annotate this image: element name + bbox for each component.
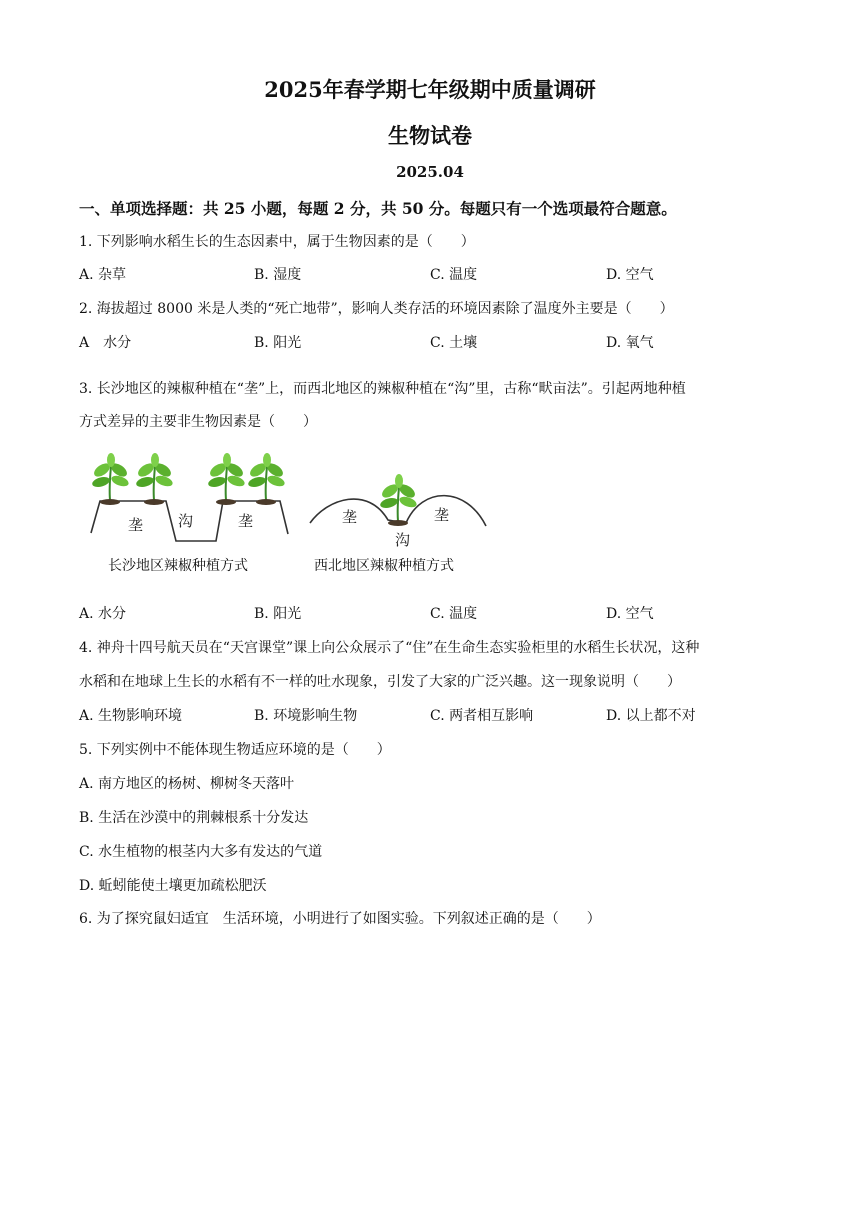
exam-title: 2025年春学期七年级期中质量调研 xyxy=(264,77,596,102)
question-4-stem-line-1: 4. 神舟十四号航天员在“天宫课堂”课上向公众展示了“住”在生命生态实验柜里的水稻生长状况，这种 xyxy=(79,640,700,656)
question-2-option-c: C. 土壤 xyxy=(430,335,478,351)
question-3-stem-line-2: 方式差异的主要非生物因素是（ ） xyxy=(79,414,317,430)
question-1-option-a: A. 杂草 xyxy=(79,267,127,283)
figure-caption-left: 长沙地区辣椒种植方式 xyxy=(108,558,248,574)
question-3-option-c: C. 温度 xyxy=(430,606,478,622)
question-3-option-a: A. 水分 xyxy=(79,606,127,622)
right-ridge-label-2: 垄 xyxy=(434,506,450,524)
question-1-stem: 1. 下列影响水稻生长的生态因素中，属于生物因素的是（ ） xyxy=(79,234,475,250)
figure-caption-right: 西北地区辣椒种植方式 xyxy=(314,558,454,574)
question-5-option-d: D. 蚯蚓能使土壤更加疏松肥沃 xyxy=(79,878,267,894)
exam-subtitle: 生物试卷 xyxy=(388,123,472,148)
question-4-option-c: C. 两者相互影响 xyxy=(430,708,534,724)
section-heading: 一、单项选择题：共 25 小题，每题 2 分，共 50 分。每题只有一个选项最符合题意。 xyxy=(79,199,677,218)
right-ridge-label-1: 垄 xyxy=(342,508,358,526)
question-3-option-b: B. 阳光 xyxy=(254,606,302,622)
question-2-option-a: A 水分 xyxy=(79,335,132,351)
right-furrow-label: 沟 xyxy=(395,531,411,549)
question-3-option-d: D. 空气 xyxy=(606,606,654,622)
question-5-option-b: B. 生活在沙漠中的荆棘根系十分发达 xyxy=(79,810,309,826)
question-1-option-b: B. 湿度 xyxy=(254,267,302,283)
left-furrow-label: 沟 xyxy=(178,512,194,530)
left-ridge-label-2: 垄 xyxy=(238,512,254,530)
question-5-stem: 5. 下列实例中不能体现生物适应环境的是（ ） xyxy=(79,742,391,758)
question-5-option-c: C. 水生植物的根茎内大多有发达的气道 xyxy=(79,844,323,860)
question-1-option-c: C. 温度 xyxy=(430,267,478,283)
left-ridge-label-1: 垄 xyxy=(128,516,144,534)
question-4-option-b: B. 环境影响生物 xyxy=(254,708,358,724)
ridge-planting-illustration xyxy=(91,453,288,541)
question-5-option-a: A. 南方地区的杨树、柳树冬天落叶 xyxy=(79,776,295,792)
question-4-option-d: D. 以上都不对 xyxy=(606,708,696,724)
question-1-option-d: D. 空气 xyxy=(606,267,654,283)
question-2-option-d: D. 氧气 xyxy=(606,335,654,351)
furrow-planting-illustration xyxy=(310,474,486,549)
exam-date: 2025.04 xyxy=(396,163,464,181)
question-3-stem-line-1: 3. 长沙地区的辣椒种植在“垄”上，而西北地区的辣椒种植在“沟”里，古称“畎亩法”。引起两地种植 xyxy=(79,381,686,397)
question-2-option-b: B. 阳光 xyxy=(254,335,302,351)
question-6-stem: 6. 为了探究鼠妇适宜 生活环境，小明进行了如图实验。下列叙述正确的是（ ） xyxy=(79,911,601,927)
question-4-stem-line-2: 水稻和在地球上生长的水稻有不一样的吐水现象，引发了大家的广泛兴趣。这一现象说明（ ） xyxy=(79,674,681,690)
question-4-option-a: A. 生物影响环境 xyxy=(79,708,183,724)
question-2-stem: 2. 海拔超过 8000 米是人类的“死亡地带”，影响人类存活的环境因素除了温度外主要是（ ） xyxy=(79,301,674,317)
